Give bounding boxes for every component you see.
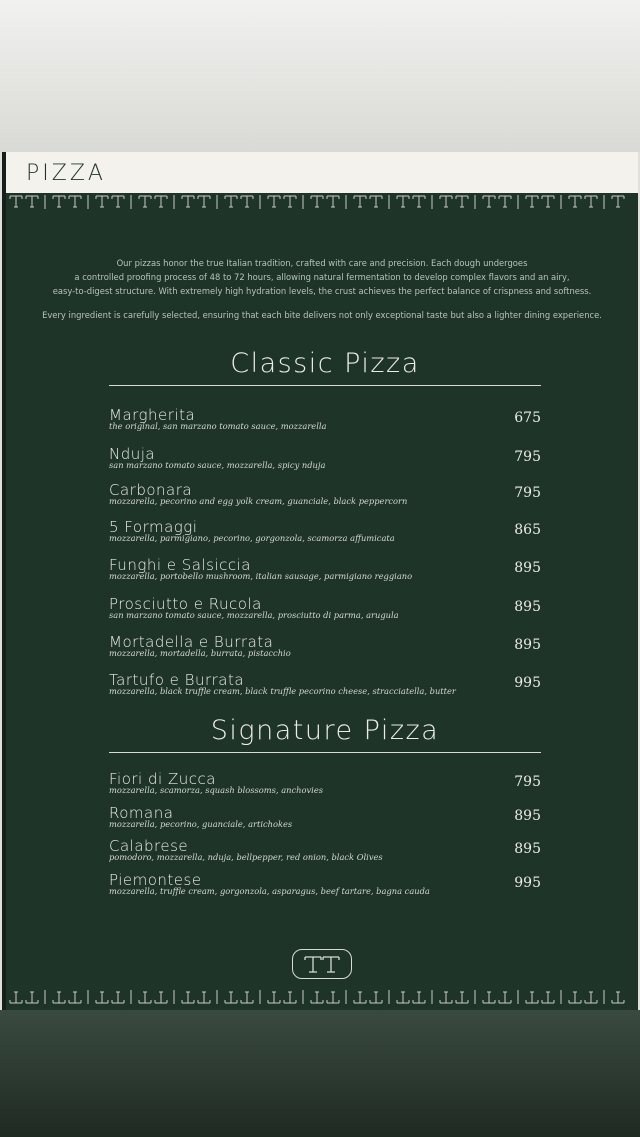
item-name: Margherita — [109, 406, 196, 424]
item-name: Calabrese — [109, 837, 189, 855]
item-description: mozzarella, pecorino, guanciale, artichokes — [109, 819, 293, 829]
decorative-border-top — [6, 193, 638, 211]
bottom-background — [0, 1010, 640, 1137]
item-name: Funghi e Salsiccia — [109, 556, 251, 574]
tt-logo — [292, 949, 352, 979]
item-description: mozzarella, scamorza, squash blossoms, anchovies — [109, 785, 323, 795]
header-band — [6, 152, 638, 193]
item-price: 795 — [514, 774, 541, 790]
item-price: 865 — [514, 522, 541, 538]
menu-page — [2, 152, 638, 1010]
item-description: mozzarella, truffle cream, gorgonzola, asparagus, beef tartare, bagna cauda — [109, 886, 430, 896]
item-price: 795 — [514, 485, 541, 501]
item-name: Romana — [109, 804, 174, 822]
item-description: mozzarella, parmigiano, pecorino, gorgonzola, scamorza affumicata — [109, 533, 395, 543]
intro-closing: Every ingredient is carefully selected, ensuring that each bite delivers not only exceptional taste but also a lighter dining experience. — [42, 310, 602, 320]
section-title-signature: Signature Pizza — [210, 715, 440, 746]
section-divider — [109, 385, 541, 386]
item-name: Fiori di Zucca — [109, 770, 216, 788]
item-name: Carbonara — [109, 481, 193, 499]
menu-item — [109, 481, 541, 515]
item-description: pomodoro, mozzarella, nduja, bellpepper, red onion, black Olives — [109, 852, 383, 862]
item-price: 795 — [514, 449, 541, 465]
top-background — [0, 0, 640, 152]
menu-item — [109, 837, 541, 871]
item-description: san marzano tomato sauce, mozzarella, prosciutto di parma, arugula — [109, 610, 399, 620]
item-description: mozzarella, mortadella, burrata, pistacchio — [109, 648, 291, 658]
item-name: Prosciutto e Rucola — [109, 595, 262, 613]
item-name: Mortadella e Burrata — [109, 633, 274, 651]
item-name: Piemontese — [109, 871, 202, 889]
item-description: mozzarella, pecorino and egg yolk cream, guanciale, black peppercorn — [109, 496, 408, 506]
item-name: 5 Formaggi — [109, 518, 198, 536]
intro-text — [6, 256, 638, 322]
item-name: Nduja — [109, 445, 156, 463]
section-title-classic: Classic Pizza — [230, 348, 420, 379]
intro-line: easy-to-digest structure. With extremely high hydration levels, the crust achieves the perfect balance of crispness and softness. — [52, 286, 592, 296]
menu-item — [109, 633, 541, 667]
menu-item — [109, 518, 541, 552]
item-price: 895 — [514, 841, 541, 857]
page-title: PIZZA — [26, 161, 106, 186]
item-description: mozzarella, portobello mushroom, italian sausage, parmigiano reggiano — [109, 571, 413, 581]
item-name: Tartufo e Burrata — [109, 671, 245, 689]
item-price: 995 — [514, 675, 541, 691]
section-divider — [109, 752, 541, 753]
intro-line: Our pizzas honor the true Italian tradition, crafted with care and precision. Each dough undergoes — [116, 258, 528, 268]
item-description: the original, san marzano tomato sauce, mozzarella — [109, 421, 327, 431]
item-price: 675 — [514, 410, 541, 426]
menu-item — [109, 871, 541, 905]
item-price: 895 — [514, 637, 541, 653]
item-price: 995 — [514, 875, 541, 891]
menu-item — [109, 406, 541, 440]
menu-item — [109, 770, 541, 804]
menu-item — [109, 556, 541, 590]
menu-item — [109, 445, 541, 479]
item-description: san marzano tomato sauce, mozzarella, spicy nduja — [109, 460, 326, 470]
decorative-border-bottom — [6, 988, 638, 1006]
item-price: 895 — [514, 808, 541, 824]
item-price: 895 — [514, 599, 541, 615]
menu-item — [109, 804, 541, 838]
menu-item — [109, 671, 541, 705]
menu-item — [109, 595, 541, 629]
intro-line: a controlled proofing process of 48 to 72 hours, allowing natural fermentation to develop complex flavors and an airy, — [74, 272, 570, 282]
item-price: 895 — [514, 560, 541, 576]
item-description: mozzarella, black truffle cream, black truffle pecorino cheese, stracciatella, butter — [109, 686, 456, 696]
